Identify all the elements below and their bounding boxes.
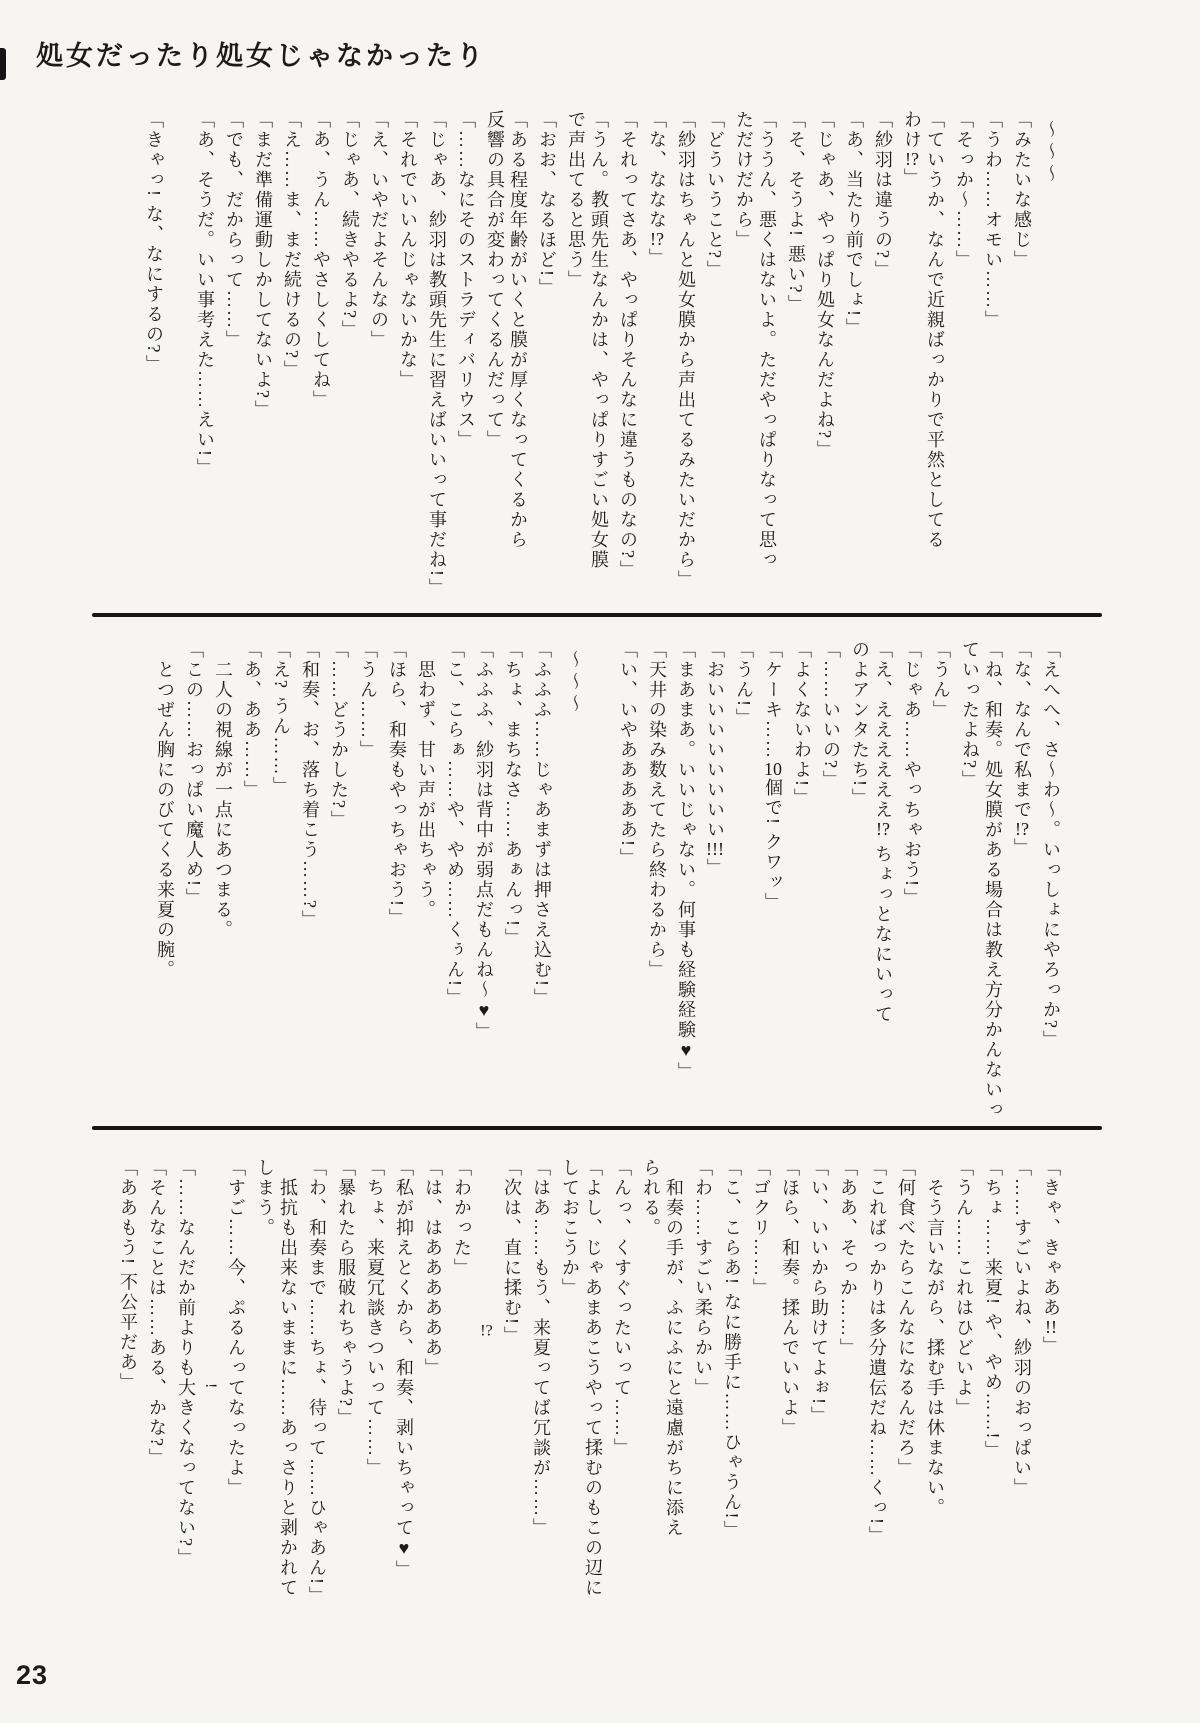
- dialogue-column: 「はあ……もう、来夏ってば冗談が……」: [531, 1158, 551, 1538]
- dialogue-column: 「紗羽はちゃんと処女膜から声出てるみたいだから」: [676, 110, 696, 590]
- dialogue-column: 「ね、和奏。処女膜がある場合は教え方分かんないっ: [983, 640, 1003, 1120]
- dialogue-column: 「みたいな感じ」: [1012, 110, 1032, 270]
- page-number: 23: [16, 1660, 49, 1690]
- dialogue-column: 「次は、直に揉む!」: [502, 1158, 522, 1346]
- page-title: 処女だったり処女じゃなかったり: [36, 41, 486, 71]
- tatechuyoko: 10: [764, 760, 782, 778]
- tatechuyoko: !?: [650, 230, 664, 248]
- dialogue-column: 「……どうかした?」: [329, 640, 349, 830]
- dialogue-column: 「すご……今、ぷるんってなったよ」: [226, 1158, 246, 1498]
- narration-column: しまう。: [255, 1158, 275, 1238]
- dialogue-column: 「こ、こらぁ……や、やめ……くぅん!」: [445, 640, 465, 1008]
- dialogue-column: 「それでいいんじゃないかな」: [398, 110, 418, 390]
- dialogue-column: 「ケーキ……10個で! クワッ」: [763, 640, 783, 913]
- narration-column: 思わず、甘い声が出ちゃう。: [416, 660, 436, 920]
- dialogue-column: 「……なにそのストラディバリウス」: [456, 110, 476, 450]
- narration-column: そう言いながら、揉む手は休まない。: [925, 1178, 945, 1518]
- dialogue-column: 「ああもう! 不公平だあ」: [118, 1158, 138, 1393]
- tatechuyoko: !?: [480, 1323, 493, 1339]
- dialogue-column: 「こ、こらあ! なに勝手に……ひゃうん!」: [722, 1158, 742, 1541]
- dialogue-column: 「あ、そうだ。いい事考えた……えい!」: [195, 110, 215, 478]
- dialogue-column: 「ううん、悪くはないよ。ただやっぱりなって思っ: [757, 110, 777, 570]
- dialogue-column: で声出てると思う」: [566, 110, 586, 290]
- dialogue-column: 「よくないわよ!」: [792, 640, 812, 808]
- dialogue-column: 「え……ま、まだ続けるの?」: [282, 110, 302, 380]
- dialogue-column: わけ!?」: [902, 110, 922, 188]
- dialogue-column: 「んっ、くすぐったいって……」: [612, 1158, 632, 1458]
- dialogue-column: 「そ、そうよ! 悪い?」: [786, 110, 806, 315]
- dialogue-column: 「おいいいいいいいい!!!」: [705, 640, 725, 878]
- section-divider-1: [92, 613, 1102, 617]
- dialogue-column: 反響の具合が変わってくるんだって」: [485, 110, 505, 450]
- dialogue-column: 「うわ……オモい……」: [983, 110, 1003, 330]
- section-divider-2: [92, 1126, 1102, 1130]
- tatechuyoko: !?: [905, 150, 919, 168]
- dialogue-column: 「ちょ……来夏! や、やめ……!」: [983, 1158, 1003, 1461]
- dialogue-column: 「じゃあ、紗羽は教頭先生に習えばいいって事だね!」: [427, 110, 447, 598]
- dialogue-column: 「……なんだか前よりも大きくなってない?」: [176, 1158, 196, 1568]
- dialogue-column: 「え、ええええええ!? ちょっとなにいって: [873, 640, 893, 1025]
- dialogue-column: 「この……おっぱい魔人め!」: [184, 640, 204, 908]
- dialogue-column: 「え? うん……」: [271, 640, 291, 797]
- narration-column: とつぜん胸にのびてくる来夏の腕。: [155, 660, 175, 980]
- narration-column: 和奏の手が、ふにふにと遠慮がちに添え: [664, 1178, 684, 1538]
- tatechuyoko: !!!: [706, 840, 724, 858]
- text-section-2: [147, 640, 1062, 1156]
- dialogue-column: 「ふふふ、紗羽は背中が弱点だもんね〜♥」: [474, 640, 494, 1042]
- dialogue-column: 「ふふふ……じゃあまずは押さえ込む!」: [532, 640, 552, 1008]
- interjection-column: !: [202, 1383, 219, 1391]
- dialogue-column: 「い、いやあああああ!」: [618, 640, 638, 868]
- dialogue-column: 「あ、うん……やさしくしてね」: [311, 110, 331, 410]
- dialogue-column: 「は、はああああああ」: [423, 1158, 443, 1378]
- dialogue-column: 「暴れたら服破れちゃうよ?」: [336, 1158, 356, 1428]
- narration-column: 二人の視線が一点にあつまる。: [213, 660, 233, 940]
- scan-edge-artifact: [0, 48, 6, 80]
- dialogue-column: 「ちょ、まちなさ……あぁんっ!」: [503, 640, 523, 948]
- dialogue-column: 「まだ準備運動しかしてないよ?」: [253, 110, 273, 420]
- dialogue-column: 「え、いやだよそんなの」: [369, 110, 389, 350]
- dialogue-column: 「どういうこと?」: [705, 110, 725, 280]
- dialogue-column: 「私が抑えとくから、和奏、剥いちゃって♥」: [394, 1158, 414, 1580]
- dialogue-column: 「な、ななな!?」: [647, 110, 667, 268]
- dialogue-column: 「あ、当たり前でしょ!」: [844, 110, 864, 338]
- dialogue-column: 「うん」: [931, 640, 951, 720]
- dialogue-column: 「ゴクリ……」: [751, 1158, 771, 1298]
- dialogue-column: 「よし、じゃあまあこうやって揉むのもこの辺に: [583, 1158, 603, 1598]
- text-section-3: [110, 1158, 1062, 1674]
- dialogue-column: 「紗羽は違うの?」: [873, 110, 893, 280]
- dialogue-column: 「わかった」: [452, 1158, 472, 1278]
- tatechuyoko: !!: [1045, 1318, 1057, 1336]
- dialogue-column: 「な、なんで私まで!?」: [1012, 640, 1032, 858]
- dialogue-column: ていったよね?」: [960, 640, 980, 790]
- dialogue-column: 「わ……すごい柔らかい」: [693, 1158, 713, 1398]
- dialogue-column: 「うん……これはひどいよ」: [954, 1158, 974, 1418]
- dialogue-column: 「えへへ、さ〜わ〜。いっしょにやろっか?」: [1041, 640, 1061, 1050]
- dialogue-column: のよアンタたち!」: [850, 640, 870, 808]
- dialogue-column: 「ああ、そっか……」: [838, 1158, 858, 1358]
- dialogue-column: 「おお、なるほど!」: [537, 110, 557, 298]
- scene-marker-column: 〜〜〜: [565, 650, 585, 716]
- dialogue-column: 「そっか〜……」: [954, 110, 974, 270]
- dialogue-column: 「うん。教頭先生なんかは、やっぱりすごい処女膜: [589, 110, 609, 570]
- dialogue-column: 「じゃあ、続きやるよ?」: [340, 110, 360, 340]
- dialogue-column: 「うん……」: [358, 640, 378, 760]
- dialogue-column: 「あ、ああ……」: [242, 640, 262, 800]
- dialogue-column: 「じゃあ……やっちゃおう!」: [902, 640, 922, 908]
- dialogue-column: 「わ、和奏まで……ちょ、待って……ひゃあん!」: [307, 1158, 327, 1606]
- interjection-column: [479, 1158, 494, 1674]
- dialogue-column: 「こればっかりは多分遺伝だね……くっ!」: [867, 1158, 887, 1546]
- text-section-1: [136, 110, 1062, 626]
- dialogue-column: 「……すごいよね、紗羽のおっぱい」: [1012, 1158, 1032, 1498]
- dialogue-column: 「和奏、お、落ち着こう……?」: [300, 640, 320, 930]
- dialogue-column: 「ほら、和奏もやっちゃおう!」: [387, 640, 407, 928]
- dialogue-column: 「うん!」: [734, 640, 754, 728]
- dialogue-column: 「ちょ、来夏冗談きついって……」: [365, 1158, 385, 1478]
- narration-column: 抵抗も出来ないままに……あっさりと剥かれて: [278, 1178, 298, 1598]
- dialogue-column: 「……いいの?」: [821, 640, 841, 790]
- dialogue-column: 「それってさあ、やっぱりそんなに違うものなの?」: [618, 110, 638, 580]
- dialogue-column: 「じゃあ、やっぱり処女なんだよね?」: [815, 110, 835, 460]
- dialogue-column: 「い、いいから助けてよぉ!」: [809, 1158, 829, 1426]
- tatechuyoko: !?: [1015, 820, 1029, 838]
- tatechuyoko: !?: [876, 820, 890, 838]
- dialogue-column: 「きゃっ! な、なにするの?」: [144, 110, 164, 375]
- dialogue-column: 「まあまあ。いいじゃない。何事も経験経験♥」: [676, 640, 696, 1082]
- dialogue-column: 「ほら、和奏。揉んでいいよ」: [780, 1158, 800, 1438]
- dialogue-column: 「きゃ、きゃああ!!」: [1041, 1158, 1061, 1356]
- scene-marker-column: 〜〜〜: [1041, 120, 1061, 186]
- dialogue-column: 「ていうか、なんで近親ばっかりで平然としてる: [925, 110, 945, 550]
- dialogue-column: 「でも、だからって……」: [224, 110, 244, 350]
- dialogue-column: 「ある程度年齢がいくと膜が厚くなってくるから: [508, 110, 528, 550]
- dialogue-column: しておこうか」: [560, 1158, 580, 1298]
- dialogue-column: 「天井の染み数えてたら終わるから」: [647, 640, 667, 980]
- dialogue-column: 「そんなことは……ある、かな?」: [147, 1158, 167, 1468]
- narration-column: られる。: [641, 1158, 661, 1238]
- dialogue-column: 「何食べたらこんなになるんだろ」: [896, 1158, 916, 1478]
- dialogue-column: ただけだから」: [734, 110, 754, 250]
